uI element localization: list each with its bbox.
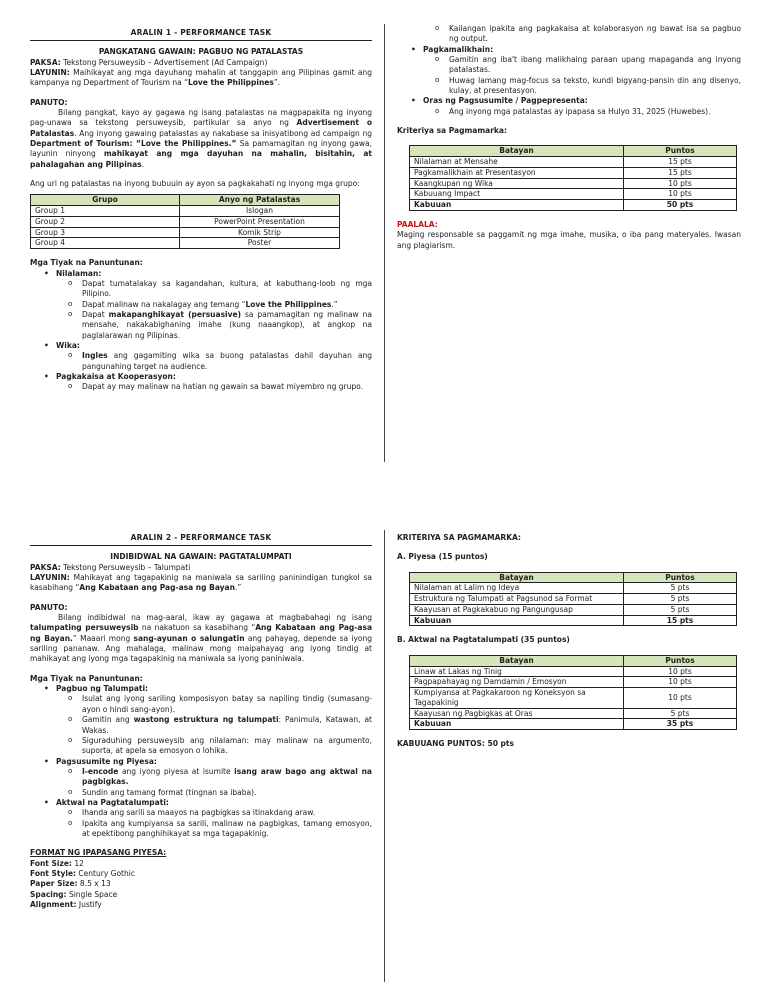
group-table bbox=[30, 194, 340, 249]
format-spacing: Spacing: Single Space bbox=[30, 889, 118, 899]
aralin1-header: ARALIN 1 - PERFORMANCE TASK bbox=[30, 28, 372, 41]
table-row: Linaw at Lakas ng Tinig 10 pts bbox=[410, 666, 737, 677]
piyesa-header: Puntos bbox=[624, 572, 737, 583]
aralin1-rules-list bbox=[30, 269, 372, 393]
list-item: • Pagbuo ng Talumpati: o Isulat ang iyong sariling komposisyon batay sa napiling tindig (sumasang-ayon o hindi sang-ayon). o Gamitin ang wastong estruktura ng talumpati: Panimula, Katawan, at Wakas. o Siguraduhing persuweysib ang nilalaman: may malinaw na argumento, suporta, at apela sa emosyon o lohika. bbox=[30, 684, 372, 756]
aralin2-kriteriya-label: KRITERIYA SA PAGMAMARKA: bbox=[397, 533, 521, 542]
aktwal-header: Batayan bbox=[410, 655, 624, 666]
list-item: • Oras ng Pagsusumite / Pagpepresenta: o Ang inyong mga patalastas ay ipapasa sa Hulyo 31, 2025 (Huwebes). bbox=[397, 96, 741, 117]
table-row: Kaangkupan ng Wika 10 pts bbox=[410, 178, 737, 189]
table-total-row: Kabuuan 35 pts bbox=[410, 719, 737, 730]
aralin2-left-column bbox=[30, 533, 372, 910]
format-label: FORMAT NG IPAPASANG PIYESA: bbox=[30, 848, 167, 858]
piyesa-label: A. Piyesa (15 puntos) bbox=[397, 552, 488, 562]
table-row: Kumpiyansa at Pagkakaroon ng Koneksyon sa Tagapakinig 10 pts bbox=[410, 688, 737, 709]
table-row: Group 3 Komik Strip bbox=[31, 227, 340, 238]
aralin1-tiyak-label: Mga Tiyak na Panuntunan: bbox=[30, 258, 143, 268]
list-item: o Ang inyong mga patalastas ay ipapasa sa Hulyo 31, 2025 (Huwebes). bbox=[423, 107, 741, 117]
format-font-size: Font Size: 12 bbox=[30, 858, 84, 868]
column-divider-top bbox=[384, 24, 385, 462]
list-item: o Dapat malinaw na nakalagay ang temang “Love the Philippines.” bbox=[56, 300, 372, 310]
list-item: o Siguraduhing persuweysib ang nilalaman: may malinaw na argumento, suporta, at apela sa emosyon o lohika. bbox=[56, 736, 372, 757]
aralin1-panuto-label: PANUTO: bbox=[30, 97, 68, 107]
list-item: • Nilalaman: o Dapat tumatalakay sa kagandahan, kultura, at kabuthang-loob ng mga Pilipino. o Dapat malinaw na nakalagay ang temang “Love the Philippines.” o Dapat makapanghikayat (persuasive) sa pamamagitan ng malinaw na mensahe, nakakabighaning imahe (kung naaangkop), at angkop na paglalarawan ng Pilipinas. bbox=[30, 269, 372, 341]
aralin2-header: ARALIN 2 - PERFORMANCE TASK bbox=[30, 533, 372, 546]
aralin2-paksa: PAKSA: Tekstong Persuweysib – Talumpati bbox=[30, 562, 191, 572]
aktwal-table bbox=[409, 655, 737, 730]
format-alignment: Alignment: Justify bbox=[30, 900, 102, 909]
list-item: o Sundin ang tamang format (tingnan sa ibaba). bbox=[56, 788, 372, 798]
table-row: Group 1 Islogan bbox=[31, 206, 340, 217]
aralin2-tiyak-label: Mga Tiyak na Panuntunan: bbox=[30, 673, 143, 683]
rubric-header: Batayan bbox=[410, 146, 624, 157]
list-item: o Huwag lamang mag-focus sa teksto, kundi bigyang-pansin din ang disenyo, kulay, at presentasyon. bbox=[423, 76, 741, 97]
table-row: Kaayusan at Pagkakabuo ng Pangungusap 5 pts bbox=[410, 604, 737, 615]
table-row: Kabuuang Impact 10 pts bbox=[410, 189, 737, 200]
table-row: Nilalaman at Mensahe 15 pts bbox=[410, 157, 737, 168]
list-item: o Dapat tumatalakay sa kagandahan, kultura, at kabuthang-loob ng mga Pilipino. bbox=[56, 279, 372, 300]
column-divider-bottom bbox=[384, 530, 385, 982]
list-item: o Ipakita ang kumpiyansa sa sarili, malinaw na pagbigkas, tamang emosyon, at epektibong panghihikayat sa mga tagapakinig. bbox=[56, 819, 372, 840]
aralin1-right-column bbox=[397, 24, 741, 251]
aktwal-table-label: B. Aktwal na Pagtatalumpati (35 puntos) bbox=[397, 635, 570, 645]
piyesa-header: Batayan bbox=[410, 572, 624, 583]
aralin2-subheader: INDIBIDWAL NA GAWAIN: PAGTATALUMPATI bbox=[110, 552, 292, 562]
list-item: o Dapat ay may malinaw na hatian ng gawain sa bawat miyembro ng grupo. bbox=[56, 382, 372, 392]
list-item: • Pagkamalikhain: o Gamitin ang iba't ibang malikhaing paraan upang mapaganda ang inyong patalastas. o Huwag lamang mag-focus sa teksto, kundi bigyang-pansin din ang disenyo, kulay, at presentasyon. bbox=[397, 45, 741, 97]
paalala-text: Maging responsable sa paggamit ng mga imahe, musika, o iba pang materyales. Iwasan ang plagiarism. bbox=[397, 230, 741, 250]
aralin2-panuto-label: PANUTO: bbox=[30, 602, 68, 612]
list-item: • Aktwal na Pagtatalumpati: o Ihanda ang sarili sa maayos na pagbigkas sa itinakdang araw. o Ipakita ang kumpiyansa sa sarili, malinaw na pagbigkas, tamang emosyon, at epektibong panghihikayat sa mga tagapakinig. bbox=[30, 798, 372, 839]
group-table-header: Grupo bbox=[31, 195, 180, 206]
aralin2-right-column bbox=[397, 533, 741, 749]
list-item: o Kailangan ipakita ang pagkakaisa at kolaborasyon ng bawat isa sa pagbuo ng output. bbox=[423, 24, 741, 45]
aralin1-paksa: PAKSA: Tekstong Persuweysib – Advertisement (Ad Campaign) bbox=[30, 57, 268, 67]
list-item: o Dapat makapanghikayat (persuasive) sa pamamagitan ng malinaw na mensahe, nakakabighaning imahe (kung naaangkop), at angkop na paglalarawan ng Pilipinas. bbox=[56, 310, 372, 341]
table-row: Group 2 PowerPoint Presentation bbox=[31, 216, 340, 227]
table-total-row: Kabuuan 15 pts bbox=[410, 615, 737, 626]
list-item: o I-encode ang iyong piyesa at isumite isang araw bago ang aktwal na pagbigkas. bbox=[56, 767, 372, 788]
aralin1-kriteriya-label: Kriteriya sa Pagmamarka: bbox=[397, 126, 507, 136]
list-item: o Ingles ang gagamiting wika sa buong patalastas dahil dayuhan ang pangunahing target na audience. bbox=[56, 351, 372, 372]
list-item: o Gamitin ang iba't ibang malikhaing paraan upang mapaganda ang inyong patalastas. bbox=[423, 55, 741, 76]
table-row: Estruktura ng Talumpati at Pagsunod sa Format 5 pts bbox=[410, 594, 737, 605]
table-row: Kaayusan ng Pagbigkas at Oras 5 pts bbox=[410, 708, 737, 719]
aralin1-left-column bbox=[30, 28, 372, 393]
table-row: Pagpapahayag ng Damdamin / Emosyon 10 pts bbox=[410, 677, 737, 688]
table-row: Nilalaman at Lalim ng Ideya 5 pts bbox=[410, 583, 737, 594]
table-total-row: Kabuuan 50 pts bbox=[410, 200, 737, 211]
list-item: • Pagkakaisa at Kooperasyon: o Dapat ay may malinaw na hatian ng gawain sa bawat miyembro ng grupo. bbox=[30, 372, 372, 393]
aralin1-layunin: LAYUNIN: Maihikayat ang mga dayuhang mahalin at tanggapin ang Pilipinas gamit ang kampanya ng Department of Tourism na “Love the Philippines”. bbox=[30, 68, 372, 88]
aralin2-panuto: Bilang indibidwal na mag-aaral, ikaw ay gagawa at magbabahagi ng isang talumpating persuweysib na nakatuon sa kasabihang “Ang Kabataan ang Pag-asa ng Bayan.” Maaari mong sang-ayunan o salungatin ang pahayag, depende sa iyong sariling pananaw. Ang mahalaga, malinaw mong maipahayag ang iyong tindig at mahikayat ang iyong mga tagapakinig na maniwala sa iyong paniniwala. bbox=[30, 613, 373, 664]
table-row: Group 4 Poster bbox=[31, 238, 340, 249]
table-row: Pagkamalikhain at Presentasyon 15 pts bbox=[410, 167, 737, 178]
rubric-header: Puntos bbox=[624, 146, 737, 157]
paalala-label: PAALALA: bbox=[397, 219, 438, 229]
rubric-table bbox=[409, 145, 737, 211]
format-font-style: Font Style: Century Gothic bbox=[30, 868, 135, 878]
aktwal-header: Puntos bbox=[624, 655, 737, 666]
aralin1-rules-list-cont bbox=[397, 45, 741, 117]
format-paper-size: Paper Size: 8.5 x 13 bbox=[30, 879, 111, 889]
group-table-header: Anyo ng Patalastas bbox=[180, 195, 340, 206]
list-item: • Pagsusumite ng Piyesa: o I-encode ang iyong piyesa at isumite isang araw bago ang aktwal na pagbigkas. o Sundin ang tamang format (tingnan sa ibaba). bbox=[30, 757, 372, 798]
aralin1-panuto: Bilang pangkat, kayo ay gagawa ng isang patalastas na magpapakita ng inyong pag-unawa sa tekstong persuweysib, partikular sa anyo ng Advertisement o Patalastas. Ang inyong gawaing patalastas ay nakabase sa inisyatibong ad campaign ng Department of Tourism: “Love the Philippines.” Sa pamamagitan ng inyong gawa, layunin ninyong mahikayat ang mga dayuhan na mahalin, bisitahin, at pahalagahan ang Pilipinas. bbox=[30, 108, 373, 169]
kabuuang-puntos: KABUUANG PUNTOS: 50 pts bbox=[397, 739, 514, 749]
aralin2-layunin: LAYUNIN: Mahikayat ang tagapakinig na maniwala sa sariling paninindigan tungkol sa kasabihang “Ang Kabataan ang Pag-asa ng Bayan.” bbox=[30, 573, 372, 593]
aralin1-subheader: PANGKATANG GAWAIN: PAGBUO NG PATALASTAS bbox=[98, 47, 304, 57]
list-item: o Isulat ang iyong sariling komposisyon batay sa napiling tindig (sumasang-ayon o hindi sang-ayon). bbox=[56, 694, 372, 715]
piyesa-table bbox=[409, 572, 737, 627]
list-item: o Gamitin ang wastong estruktura ng talumpati: Panimula, Katawan, at Wakas. bbox=[56, 715, 372, 736]
list-item: • Wika: o Ingles ang gagamiting wika sa buong patalastas dahil dayuhan ang pangunahing target na audience. bbox=[30, 341, 372, 372]
aralin1-uri-text: Ang uri ng patalastas na inyong bubuuin ay ayon sa pagkakahati ng inyong mga grupo: bbox=[30, 179, 360, 189]
list-item: o Ihanda ang sarili sa maayos na pagbigkas sa itinakdang araw. bbox=[56, 808, 372, 818]
aralin2-rules-list bbox=[30, 684, 372, 839]
